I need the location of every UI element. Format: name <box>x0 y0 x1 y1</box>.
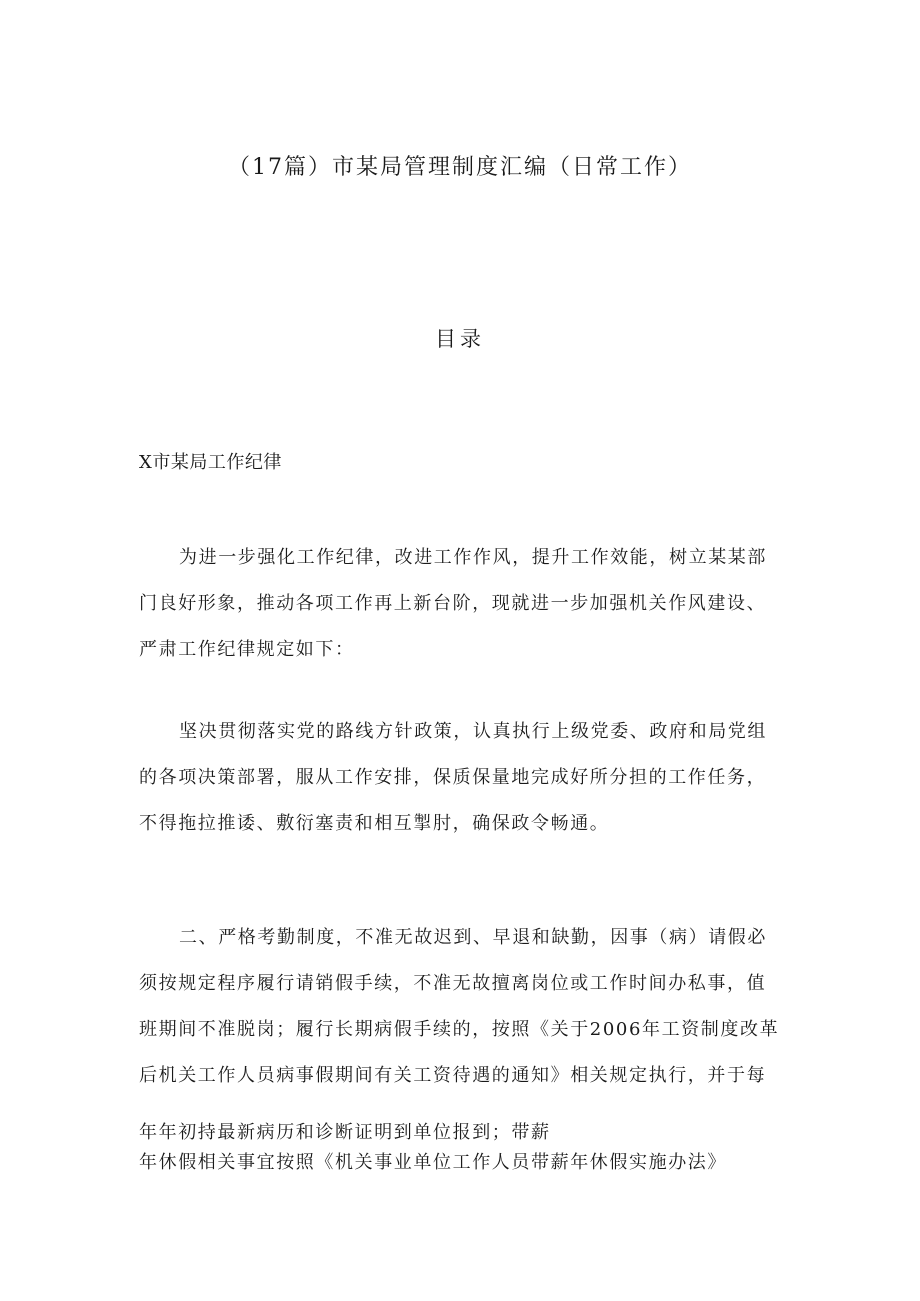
paragraph-1 <box>139 535 783 673</box>
paragraph-line: 坚决贯彻落实党的路线方针政策，认真执行上级党委、政府和局党组 <box>179 721 767 742</box>
paragraph-2 <box>139 709 783 847</box>
paragraph-3 <box>139 915 783 1099</box>
paragraph-line: 班期间不准脱岗；履行长期病假手续的，按照《关于2006年工资制度改革 <box>139 1019 780 1040</box>
paragraph-tail-line: 年休假相关事宜按照《机关事业单位工作人员带薪年休假实施办法》 <box>139 1152 727 1173</box>
paragraph-tail-line: 年年初持最新病历和诊断证明到单位报到；带薪 <box>139 1122 551 1143</box>
paragraph-line: 后机关工作人员病事假期间有关工资待遇的通知》相关规定执行，并于每 <box>139 1065 767 1086</box>
paragraph-line: 二、严格考勤制度，不准无故迟到、早退和缺勤，因事（病）请假必 <box>179 927 767 948</box>
paragraph-line: 门良好形象，推动各项工作再上新台阶，现就进一步加强机关作风建设、 <box>139 593 767 614</box>
document-title: （17篇）市某局管理制度汇编（日常工作） <box>228 155 692 180</box>
toc-heading: 目录 <box>435 327 485 351</box>
paragraph-line: 不得拖拉推诿、敷衍塞责和相互掣肘，确保政令畅通。 <box>139 813 610 834</box>
paragraph-line: 的各项决策部署，服从工作安排，保质保量地完成好所分担的工作任务， <box>139 767 767 788</box>
paragraph-line: 须按规定程序履行请销假手续，不准无故擅离岗位或工作时间办私事，值 <box>139 973 767 994</box>
paragraph-line: 为进一步强化工作纪律，改进工作作风，提升工作效能，树立某某部 <box>179 547 767 568</box>
section-title: X市某局工作纪律 <box>139 452 282 473</box>
paragraph-line: 严肃工作纪律规定如下： <box>139 639 355 660</box>
